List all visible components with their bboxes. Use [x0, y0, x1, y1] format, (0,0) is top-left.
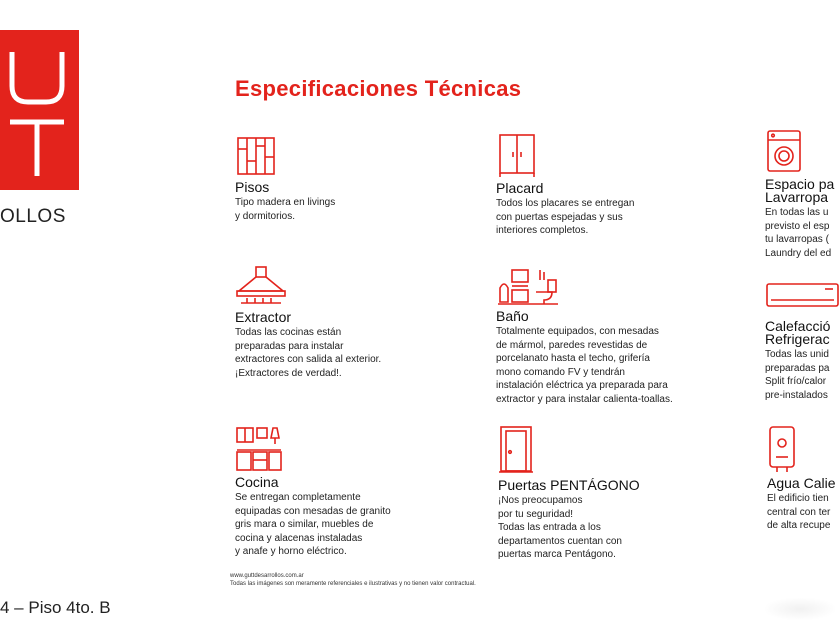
range-hood-icon — [235, 265, 287, 307]
spec-title-line2: Refrigerac — [765, 331, 830, 347]
spec-item-calefaccion — [765, 282, 840, 402]
spec-description: El edificio tien central con ter de alta recupe — [767, 493, 831, 531]
spec-title: Agua Calie — [767, 475, 836, 491]
spec-title: Calefacció — [765, 318, 831, 334]
spec-item-bano — [496, 266, 673, 406]
brand-logo-text: OLLOS — [0, 206, 66, 227]
spec-item-agua-caliente — [767, 425, 836, 533]
brand-logo — [0, 30, 79, 190]
spec-title: Placard — [496, 180, 544, 196]
bathroom-icon — [496, 266, 560, 306]
spec-title-line2: Lavarropa — [765, 189, 829, 205]
logo-letters-icon — [0, 30, 79, 190]
spec-title: Pisos — [235, 179, 270, 195]
spec-item-placard — [496, 132, 634, 238]
spec-item-extractor — [235, 265, 381, 380]
page-title: Especificaciones Técnicas — [235, 76, 522, 101]
spec-title: Espacio pa — [765, 176, 835, 192]
spec-description: Todas las unid preparadas pa Split frío/calor pre-instalados — [765, 349, 830, 401]
door-icon — [498, 425, 534, 475]
spec-title: Puertas PENTÁGONO — [498, 477, 640, 493]
spec-description: ¡Nos preocupamos por tu seguridad! Todas las entrada a los departamentos cuentan con puertas marca Pentágono. — [498, 495, 622, 560]
spec-title: Cocina — [235, 474, 279, 490]
footer-notes — [230, 572, 476, 588]
spec-title: Extractor — [235, 309, 292, 325]
blurred-mark — [765, 598, 835, 620]
spec-item-cocina — [235, 424, 391, 559]
footer-url: www.guttdesarrollos.com.ar — [230, 573, 304, 579]
floor-planks-icon — [235, 135, 277, 177]
air-conditioner-icon — [765, 282, 840, 308]
spec-description: Se entregan completamente equipadas con mesadas de granito gris mara o similar, muebles de cocina y alacenas instaladas y anafe y horno eléctrico. — [235, 492, 391, 557]
washing-machine-icon — [765, 128, 803, 174]
footer-disclaimer: Todas las imágenes son meramente referenciales e ilustrativas y no tienen valor contractual. — [230, 581, 476, 587]
spec-description: Tipo madera en livings y dormitorios. — [235, 197, 336, 222]
spec-description: Todos los placares se entregan con puertas espejadas y sus interiores completos. — [496, 198, 635, 236]
spec-description: Totalmente equipados, con mesadas de mármol, paredes revestidas de porcelanato hasta el techo, grifería mono comando FV y tendrán instalación eléctrica ya preparada para extractor y para instalar calienta-toallas. — [496, 326, 673, 405]
spec-description: En todas las u previsto el esp tu lavarropas ( Laundry del ed — [765, 207, 832, 259]
wardrobe-icon — [496, 132, 538, 178]
water-heater-icon — [767, 425, 797, 473]
page-label: 4 – Piso 4to. B — [0, 598, 111, 617]
spec-item-puertas — [498, 425, 640, 562]
kitchen-icon — [235, 424, 283, 472]
spec-title: Baño — [496, 308, 529, 324]
spec-description: Todas las cocinas están preparadas para instalar extractores con salida al exterior. ¡Extractores de verdad!. — [235, 327, 382, 379]
spec-item-pisos — [235, 135, 335, 223]
spec-item-lavarropas — [765, 128, 834, 260]
